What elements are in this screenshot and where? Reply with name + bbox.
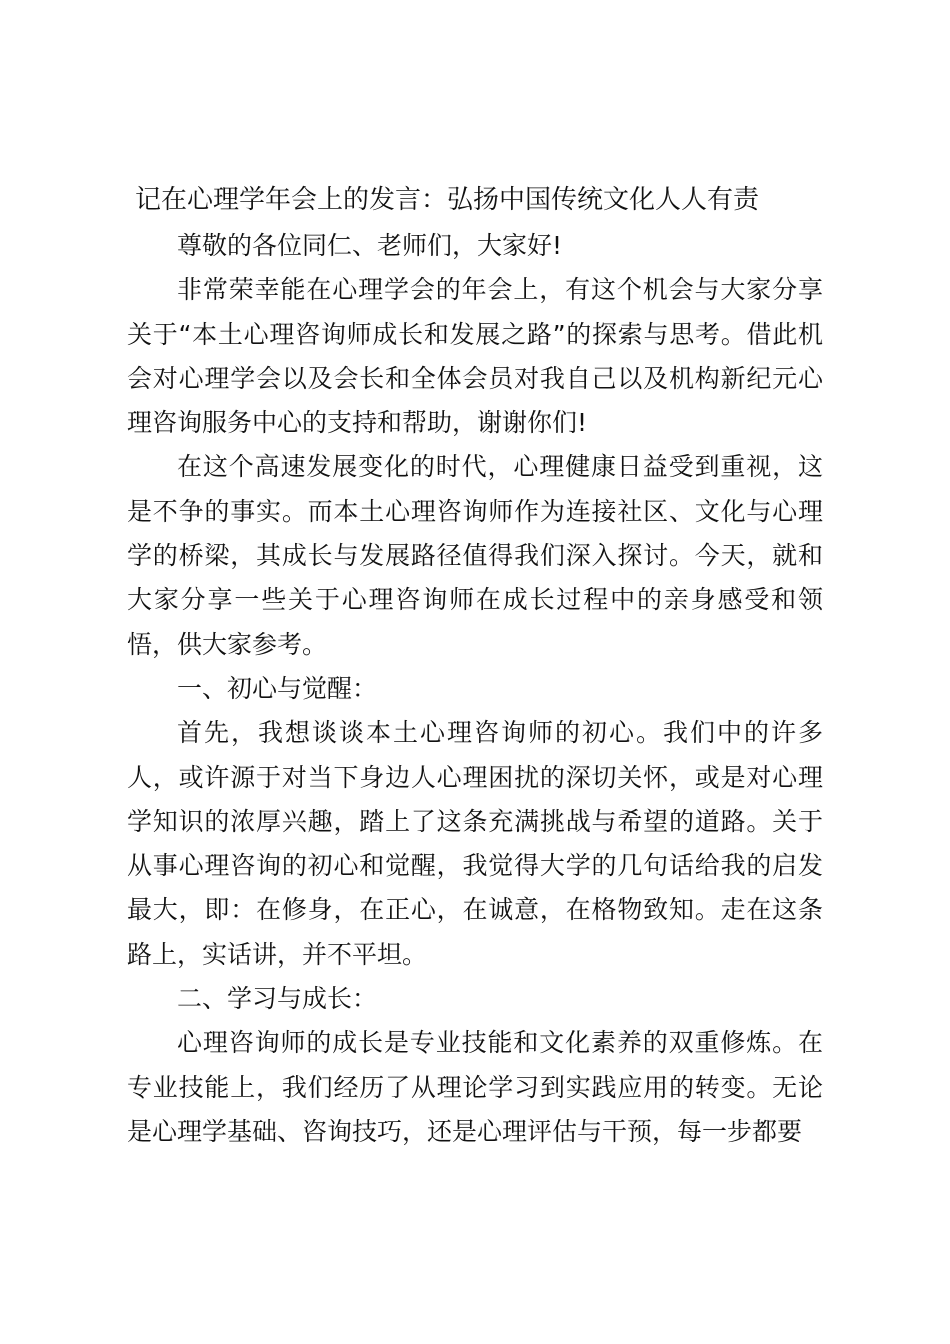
section-heading-2: 二、学习与成长： xyxy=(177,984,378,1014)
document-body xyxy=(127,224,823,1154)
paragraph-introduction: 在这个高速发展变化的时代，心理健康日益受到重视，这是不争的事实。而本土心理咨询师作为连接社区、文化与心理学的桥梁，其成长与发展路径值得我们深入探讨。今天，就和大家分享一些关于心理咨询师在成长过程中的亲身感受和领悟，供大家参考。 xyxy=(127,452,823,659)
section-heading-1: 一、初心与觉醒： xyxy=(177,673,378,703)
paragraph-section-2: 心理咨询师的成长是专业技能和文化素养的双重修炼。在专业技能上，我们经历了从理论学习到实践应用的转变。无论是心理学基础、咨询技巧，还是心理评估与干预，每一步都要 xyxy=(127,1028,823,1146)
paragraph-section-1: 首先，我想谈谈本土心理咨询师的初心。我们中的许多人，或许源于对当下身边人心理困扰的深切关怀，或是对心理学知识的浓厚兴趣，踏上了这条充满挑战与希望的道路。关于从事心理咨询的初心和觉醒，我觉得大学的几句话给我的启发最大，即：在修身，在正心，在诚意，在格物致知。走在这条路上，实话讲，并不平坦。 xyxy=(127,718,823,969)
paragraph-thanks: 非常荣幸能在心理学会的年会上，有这个机会与大家分享关于“本土心理咨询师成长和发展之路”的探索与思考。借此机会对心理学会以及会长和全体会员对我自己以及机构新纪元心理咨询服务中心的支持和帮助，谢谢你们! xyxy=(127,275,823,438)
paragraph-greeting: 尊敬的各位同仁、老师们，大家好! xyxy=(177,231,563,260)
document-title: 记在心理学年会上的发言：弘扬中国传统文化人人有责 xyxy=(135,185,760,215)
